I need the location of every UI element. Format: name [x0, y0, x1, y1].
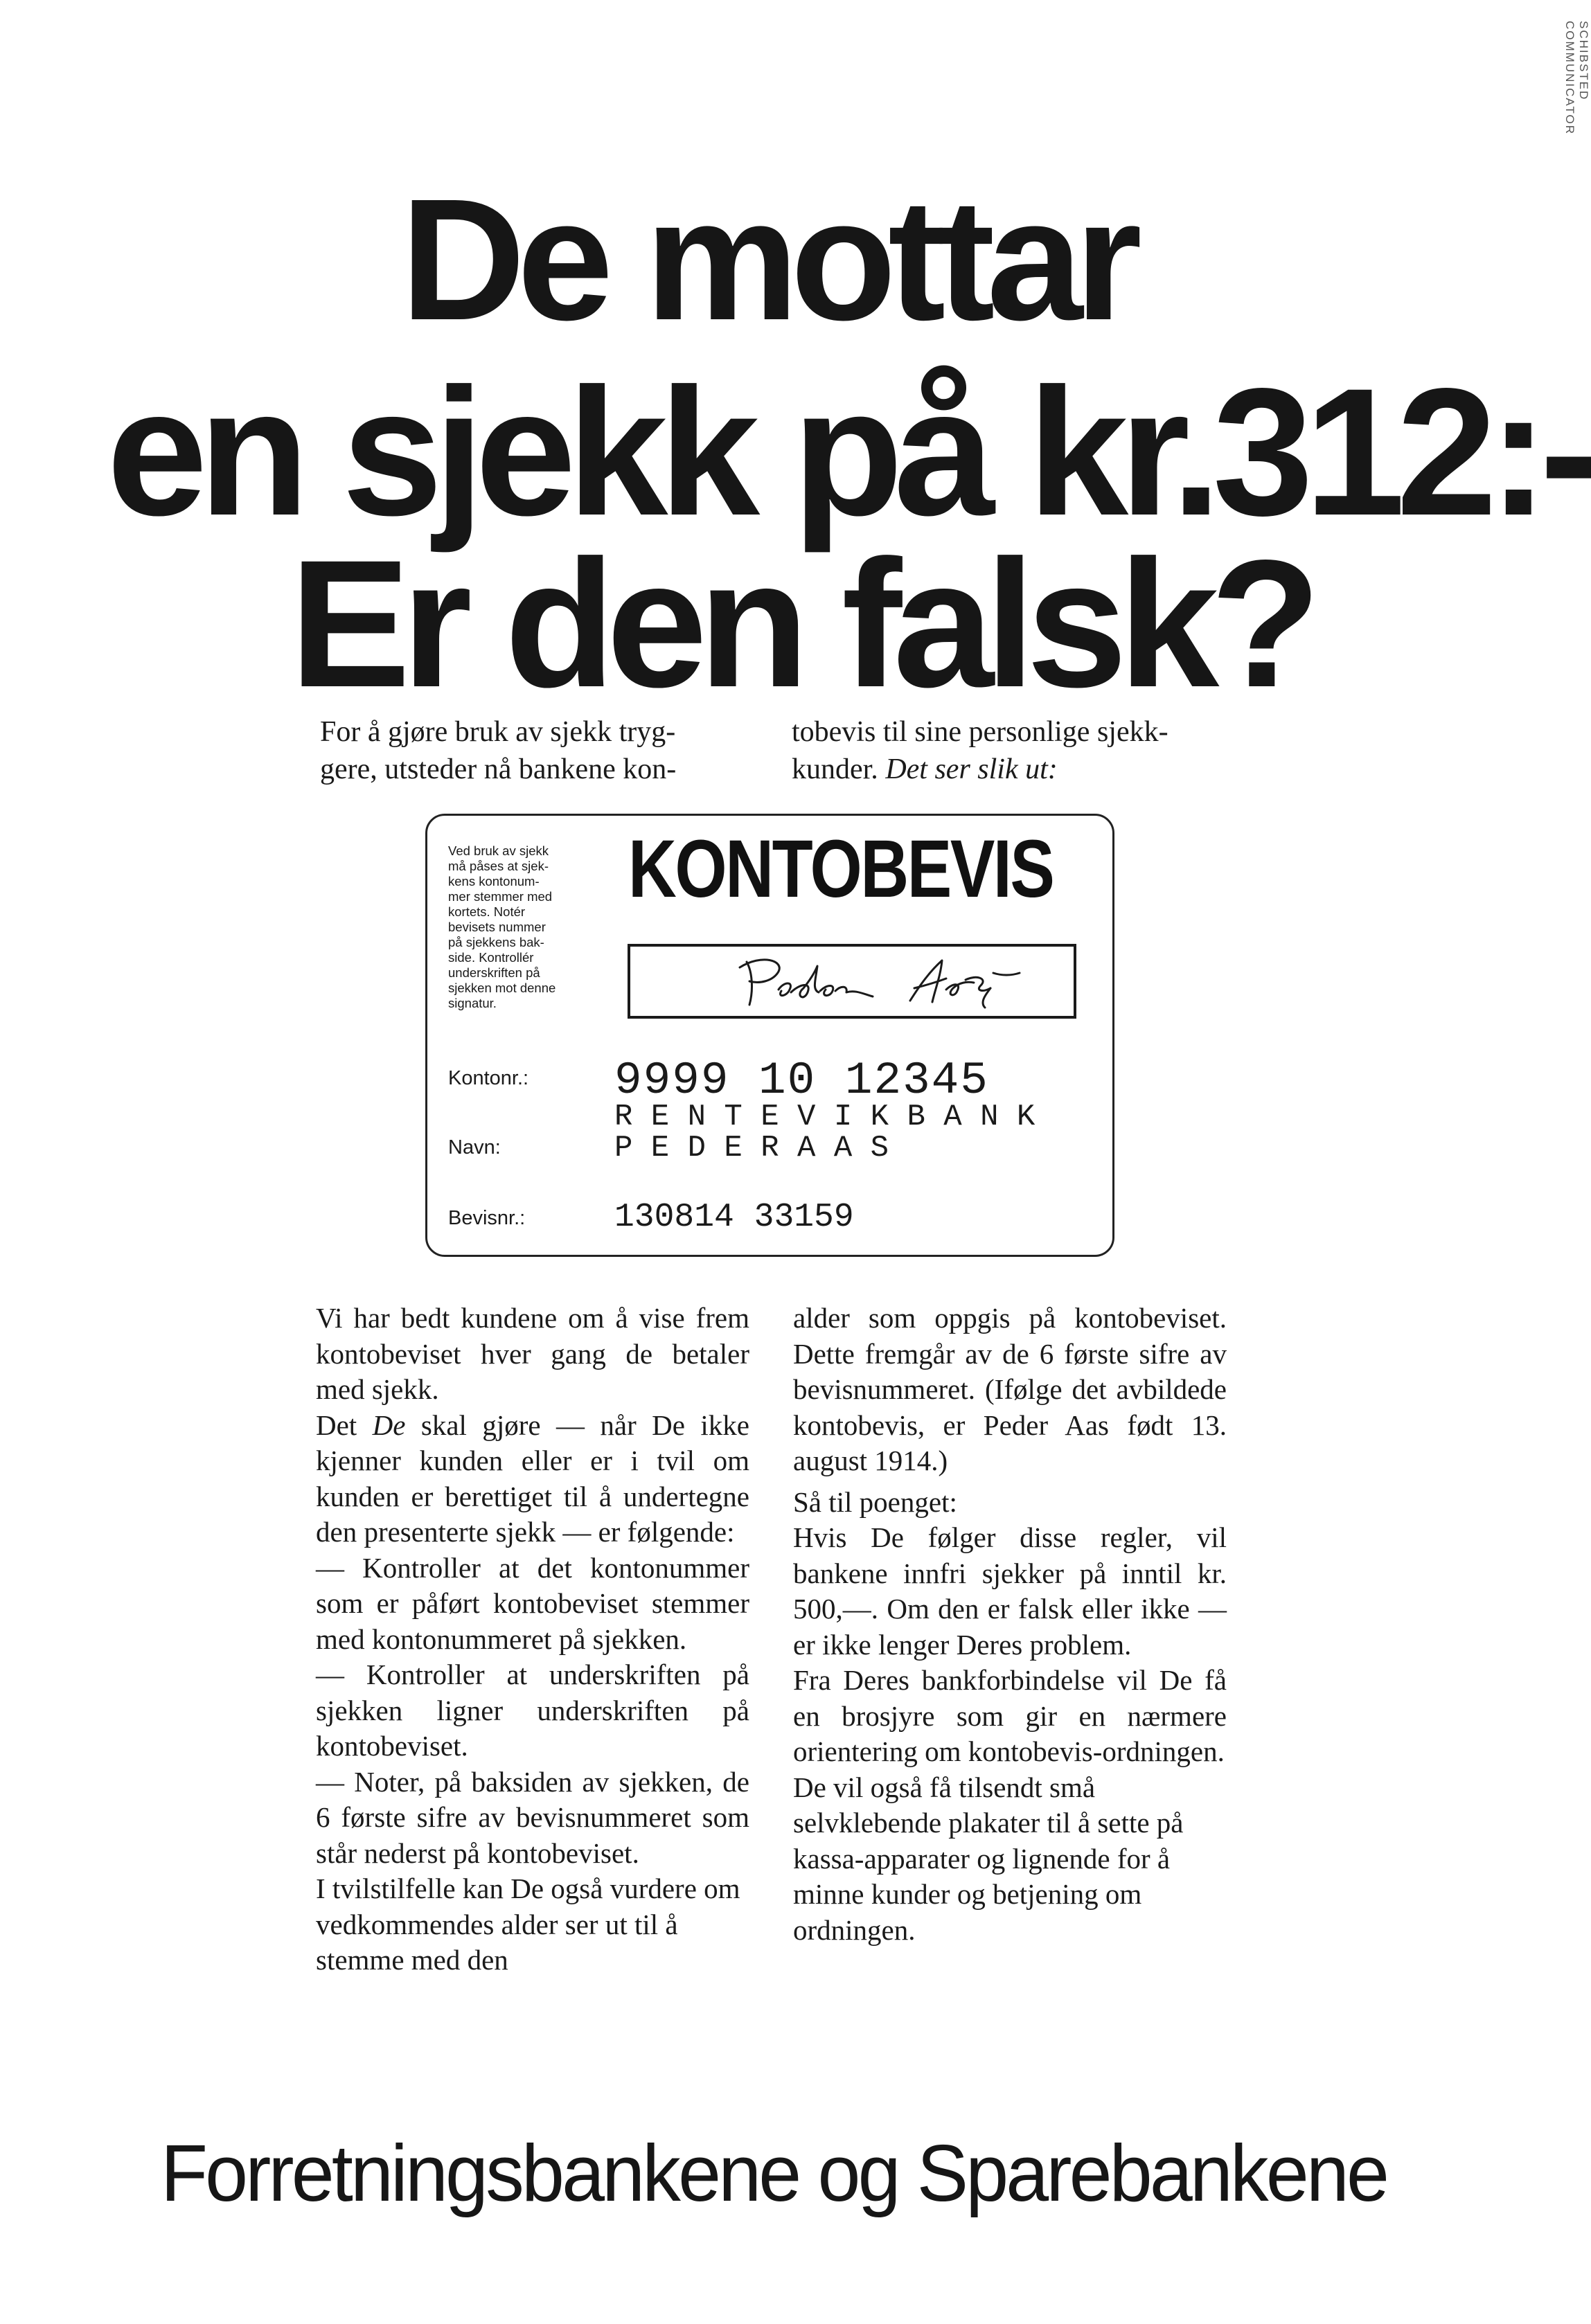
navn-value: P E D E R A A S: [614, 1131, 889, 1165]
body-right-paragraph: alder som oppgis på kontobeviset. Dette fremgår av de 6 første sifre av bevisnummeret. (Ifølge det avbildede kontobevis, er Peder Aas født 13. august 1914.): [793, 1302, 1227, 1476]
body-left-paragraph: [316, 1408, 749, 1550]
intro-right: [792, 713, 1168, 788]
intro-right-line-1: tobevis til sine personlige sjekk-: [792, 716, 1168, 748]
navn-label: Navn:: [448, 1136, 501, 1159]
body-right-paragraph: De vil også få tilsendt små selvklebende plakater til å sette på kassa-apparater og lignende for å minne kunder og betjening om ordningen.: [793, 1771, 1184, 1946]
text-span: skal gjøre — når De ikke kjenner kunden eller er i tvil om kunden er berettiget til å undertegne den presenterte sjekk — er følgende:: [316, 1409, 749, 1548]
card-instruction-line: på sjekkens bak-: [448, 935, 544, 949]
card-instruction-line: kens kontonum-: [448, 874, 540, 888]
body-left-paragraph: — Kontroller at underskriften på sjekken ligner underskriften på kontobeviset.: [316, 1659, 749, 1762]
publisher-credit: SCHIBSTED COMMUNICATOR: [1563, 21, 1590, 136]
intro-right-italic: Det ser slik ut:: [885, 753, 1058, 785]
kontobevis-card: [425, 814, 1114, 1257]
card-title: KONTOBEVIS: [628, 823, 1054, 915]
body-left-paragraph: — Noter, på baksiden av sjekken, de 6 første sifre av bevisnummeret som står nederst på kontobeviset.: [316, 1765, 749, 1869]
card-instruction-line: signatur.: [448, 996, 497, 1010]
headline-line-3: Er den falsk?: [290, 522, 1313, 725]
intro-left: [320, 713, 676, 788]
card-instruction-line: mer stemmer med: [448, 889, 553, 904]
card-instruction-line: Ved bruk av sjekk: [448, 843, 549, 858]
card-instruction-line: sjekken mot denne: [448, 981, 556, 995]
text-span: Det: [316, 1409, 373, 1441]
card-instruction-line: kortets. Notér: [448, 904, 526, 919]
bevisnr-value: 130814 33159: [614, 1199, 854, 1236]
body-right-paragraph: Hvis De følger disse regler, vil bankene innfri sjekker på inntil kr. 500,—. Om den er falsk eller ikke — er ikke lenger Deres problem.: [793, 1521, 1227, 1661]
headline-line-1: De mottar: [400, 163, 1134, 356]
intro-left-line-1: For å gjøre bruk av sjekk tryg-: [320, 716, 676, 748]
signature-image: [630, 947, 1074, 1016]
signature-box: [628, 944, 1076, 1019]
kontonr-value: 9999 10 12345: [614, 1055, 989, 1107]
body-left-paragraph: Vi har bedt kundene om å vise frem kontobeviset hver gang de betaler med sjekk.: [316, 1302, 749, 1405]
bank-name: R E N T E V I K B A N K: [614, 1100, 1036, 1134]
card-instruction-line: må påses at sjek-: [448, 859, 549, 873]
headline-line-2: en sjekk på kr.312:-: [107, 350, 1591, 553]
body-left-paragraph: I tvilstilfelle kan De også vurdere om vedkommendes alder ser ut til å stemme med den: [316, 1872, 740, 1976]
intro-right-line-2: [792, 751, 1168, 788]
bevisnr-label: Bevisnr.:: [448, 1207, 526, 1229]
body-left-column: [316, 1300, 749, 1978]
emphasis-text: De: [372, 1409, 406, 1441]
intro-right-plain: kunder.: [792, 753, 886, 785]
body-right-column: [793, 1300, 1227, 1948]
card-instructions: [448, 843, 594, 1011]
card-instruction-line: underskriften på: [448, 965, 540, 980]
body-right-paragraph: Fra Deres bankforbindelse vil De få en brosjyre som gir en nærmere orientering om kontobevis-ordningen.: [793, 1664, 1227, 1767]
body-right-paragraph: Så til poenget:: [793, 1485, 957, 1518]
card-instruction-line: side. Kontrollér: [448, 950, 534, 965]
body-left-paragraph: — Kontroller at det kontonummer som er påført kontobeviset stemmer med kontonummeret på sjekken.: [316, 1551, 749, 1655]
intro-left-line-2: gere, utsteder nå bankene kon-: [320, 753, 677, 785]
card-instruction-line: bevisets nummer: [448, 920, 546, 934]
kontonr-label: Kontonr.:: [448, 1067, 529, 1089]
footer-signature: Forretningsbankene og Sparebankene: [161, 2128, 1387, 2218]
